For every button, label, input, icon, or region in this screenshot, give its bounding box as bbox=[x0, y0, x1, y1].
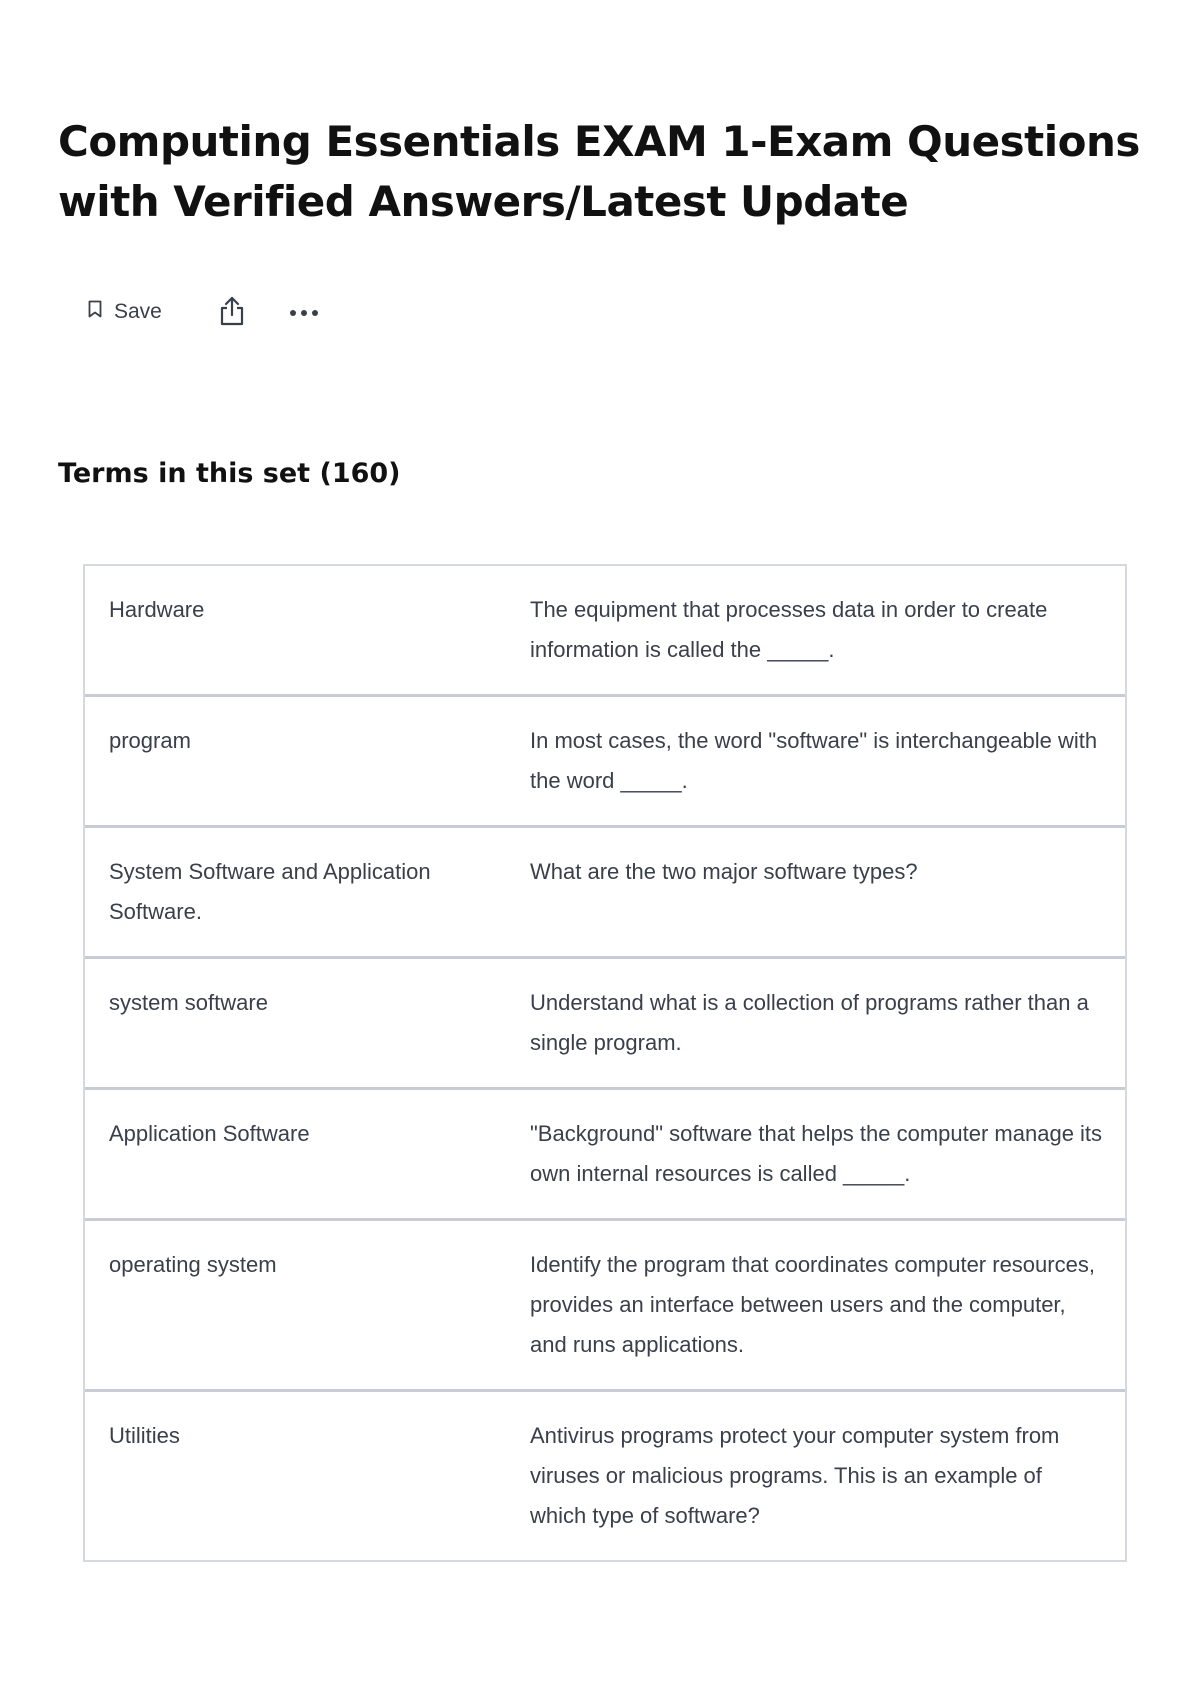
term-word: program bbox=[109, 728, 191, 753]
term-word: System Software and Application Software. bbox=[109, 859, 431, 924]
term-definition: "Background" software that helps the computer manage its own internal resources is called _____. bbox=[530, 1121, 1103, 1186]
term-word: Hardware bbox=[109, 597, 205, 622]
term-word: operating system bbox=[109, 1252, 277, 1277]
save-label: Save bbox=[114, 300, 162, 323]
more-dots-icon bbox=[289, 305, 319, 320]
share-button[interactable] bbox=[210, 292, 254, 332]
page-title: Computing Essentials EXAM 1-Exam Questions with Verified Answers/Latest Update bbox=[58, 117, 1140, 226]
bookmark-icon bbox=[88, 300, 102, 324]
terms-table bbox=[83, 564, 1127, 1562]
table-row[interactable] bbox=[85, 566, 1125, 694]
table-row[interactable] bbox=[85, 956, 1125, 1087]
term-definition: Antivirus programs protect your computer system from viruses or malicious programs. This is an example of which type of software? bbox=[530, 1423, 1060, 1528]
term-definition: Identify the program that coordinates computer resources, provides an interface between users and the computer, and runs applications. bbox=[530, 1252, 1095, 1357]
term-word: Utilities bbox=[109, 1423, 180, 1448]
table-row[interactable] bbox=[85, 1218, 1125, 1389]
share-icon bbox=[218, 296, 246, 329]
table-row[interactable] bbox=[85, 825, 1125, 956]
save-button[interactable] bbox=[80, 292, 170, 332]
table-row[interactable] bbox=[85, 1087, 1125, 1218]
table-row[interactable] bbox=[85, 694, 1125, 825]
term-word: system software bbox=[109, 990, 268, 1015]
terms-section-title: Terms in this set (160) bbox=[58, 458, 401, 489]
more-button[interactable] bbox=[282, 292, 326, 332]
term-definition: In most cases, the word "software" is interchangeable with the word _____. bbox=[530, 728, 1098, 793]
term-definition: What are the two major software types? bbox=[530, 859, 918, 884]
toolbar bbox=[80, 292, 326, 332]
term-word: Application Software bbox=[109, 1121, 310, 1146]
term-definition: Understand what is a collection of programs rather than a single program. bbox=[530, 990, 1089, 1055]
term-definition: The equipment that processes data in order to create information is called the _____. bbox=[530, 597, 1048, 662]
table-row[interactable] bbox=[85, 1389, 1125, 1560]
